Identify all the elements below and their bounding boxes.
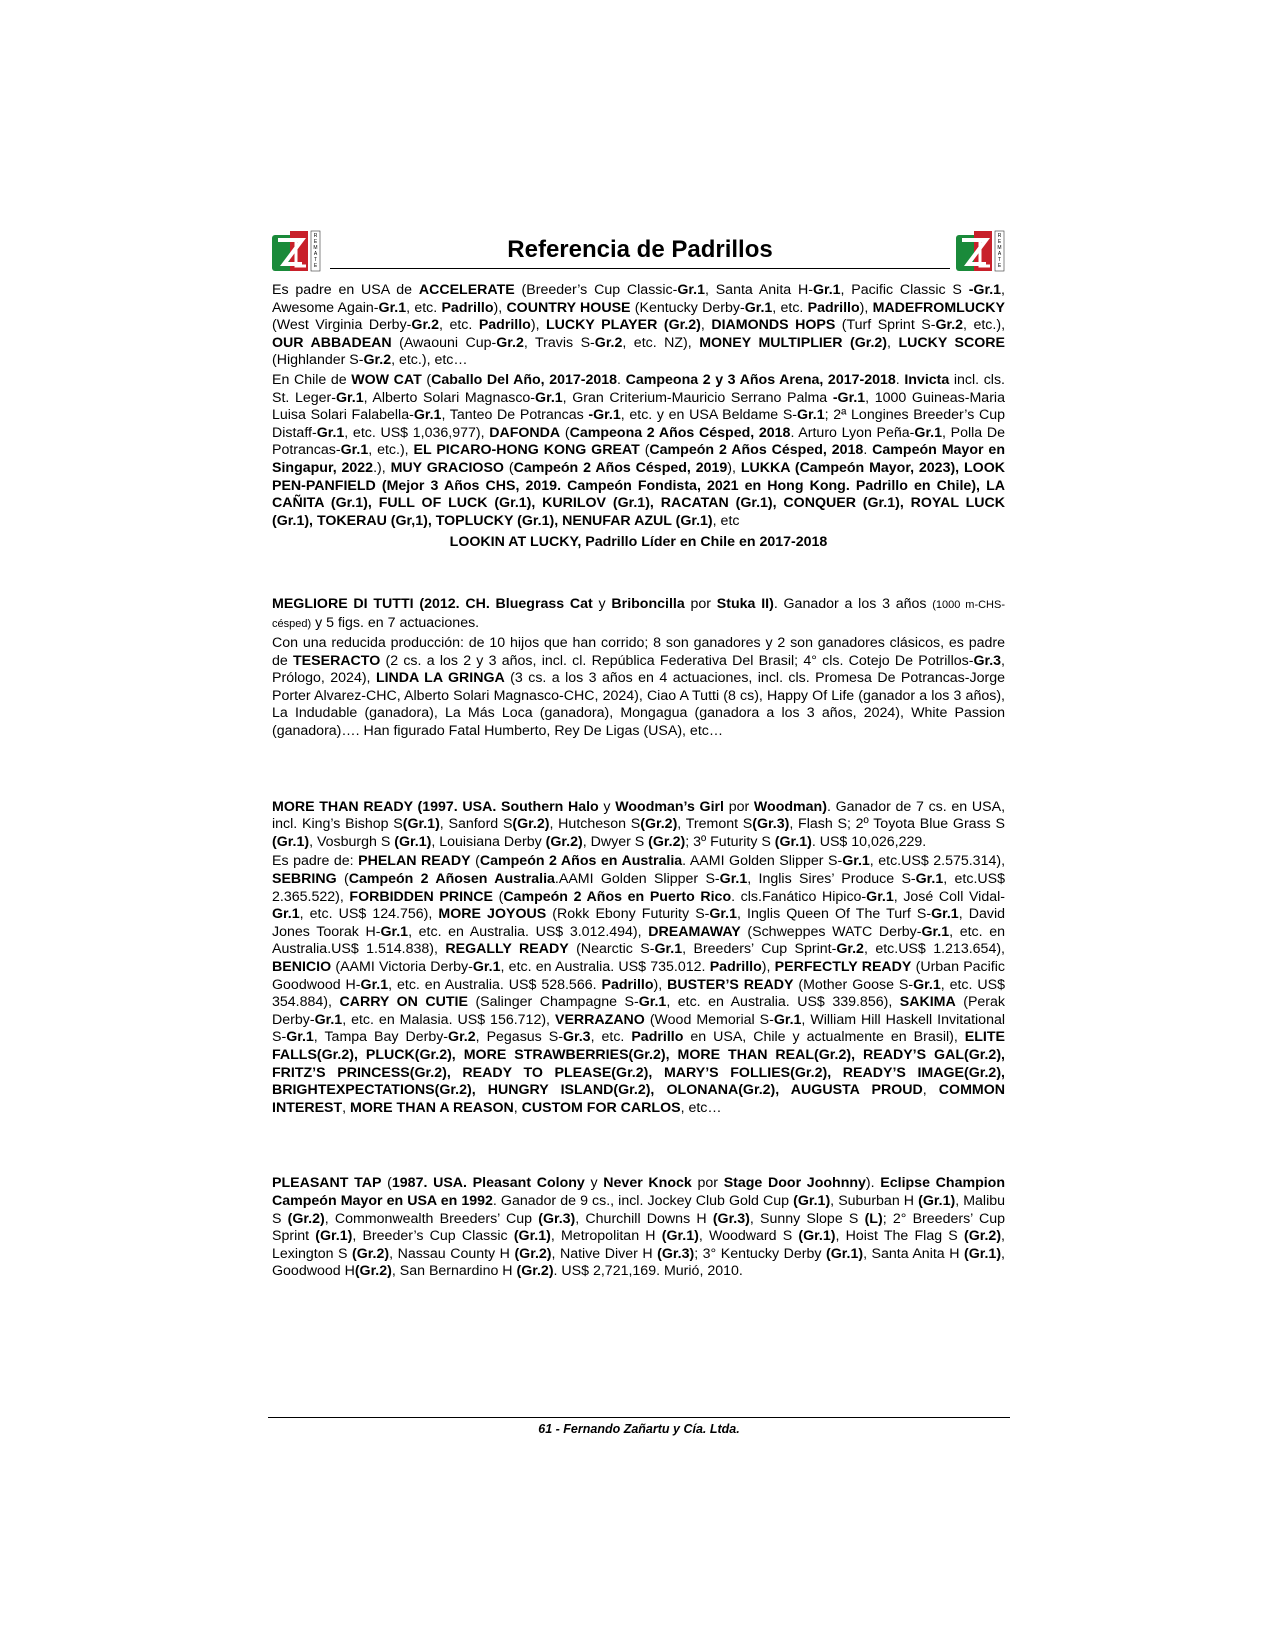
text-run: , Flash S; 2º Toyota Blue Grass S bbox=[789, 816, 1005, 833]
svg-text:R: R bbox=[997, 233, 1002, 239]
bold-text-run: Padrillo bbox=[807, 299, 860, 316]
text-run: . cls.Fanático Hipico- bbox=[731, 888, 867, 905]
bold-text-run: Gr.1 bbox=[812, 282, 841, 298]
bold-text-run: -Gr.1 bbox=[832, 389, 866, 406]
text-run: .AAMI Golden Slipper S- bbox=[554, 871, 720, 888]
text-run: , bbox=[513, 1099, 522, 1116]
text-run: , Malibu S bbox=[272, 1192, 1005, 1227]
text-run: (Kentucky Derby- bbox=[630, 299, 745, 316]
text-run: (1000 m-CHS-césped) bbox=[272, 598, 1005, 630]
bold-text-run: Campeón 2 Años Césped, 2018 bbox=[649, 442, 864, 459]
text-run: , etc. US$ 1,036,977), bbox=[344, 424, 490, 441]
text-run: Es padre de: bbox=[272, 853, 359, 870]
page-footer: 61 - Fernando Zañartu y Cía. Ltda. bbox=[538, 1422, 740, 1436]
bold-text-run: Gr.2 bbox=[935, 317, 964, 334]
bold-text-run: (L) bbox=[864, 1210, 883, 1227]
text-run: , William Hill Haskell Invitational S- bbox=[272, 1011, 1005, 1046]
text-run: . Ganador de 9 cs., incl. Jockey Club Gold Cup bbox=[492, 1192, 794, 1209]
text-run: En Chile de bbox=[272, 371, 352, 388]
bold-text-run: Campeón Mayor en Singapur, 2022 bbox=[272, 442, 1005, 476]
bold-text-run: (Gr.2) bbox=[648, 833, 686, 850]
bold-text-run: Gr.2 bbox=[594, 334, 623, 351]
text-run: , Pacific Classic S bbox=[840, 282, 969, 298]
bold-text-run: Briboncilla bbox=[611, 595, 685, 612]
bold-text-run: Stage Door Joohnny bbox=[723, 1175, 866, 1192]
text-run: Es padre en USA de bbox=[272, 282, 419, 298]
section-more-than-ready bbox=[272, 799, 1005, 1118]
text-run: por bbox=[724, 798, 754, 815]
text-run: , etc.US$ 2.575.314), bbox=[869, 853, 1006, 870]
text-run: , etc. US$ 124.756), bbox=[299, 906, 439, 923]
text-run: . bbox=[617, 371, 626, 388]
bold-text-run: Gr.1 bbox=[915, 871, 944, 888]
bold-text-run: 1987. USA. Pleasant Colony bbox=[391, 1175, 585, 1192]
bold-text-run: Gr.2 bbox=[411, 317, 440, 334]
text-run: , Goodwood H bbox=[272, 1245, 1005, 1280]
text-run: , etc. y en USA Beldame S- bbox=[620, 407, 798, 424]
text-run: , etc. bbox=[406, 299, 442, 316]
bold-text-run: Invicta bbox=[904, 371, 950, 388]
text-run: ). bbox=[865, 1175, 881, 1192]
text-run: , Native Diver H bbox=[551, 1245, 658, 1262]
bold-text-run: Gr.3 bbox=[562, 1029, 591, 1046]
bold-text-run: CARRY ON CUTIE bbox=[339, 994, 468, 1011]
page-content bbox=[272, 282, 1005, 1281]
footer-rule bbox=[268, 1417, 1010, 1418]
text-run: ), bbox=[653, 976, 668, 993]
svg-text:E: E bbox=[997, 239, 1002, 245]
text-run: , Hoist The Flag S bbox=[835, 1228, 964, 1245]
bold-text-run: EL PICARO-HONG KONG GREAT bbox=[413, 442, 640, 459]
bold-text-run: (Gr.1) bbox=[394, 833, 432, 850]
section-lookin-at-lucky bbox=[272, 282, 1005, 552]
text-run: , bbox=[700, 317, 712, 334]
bold-text-run: Gr.1 bbox=[340, 442, 369, 459]
text-run: , etc.US$ 1.213.654), bbox=[863, 941, 1005, 958]
bold-text-run: VERRAZANO bbox=[554, 1011, 645, 1028]
text-run: , Tanteo De Potrancas bbox=[441, 407, 589, 424]
bold-text-run: Stuka II) bbox=[716, 595, 774, 612]
bold-text-run: Gr.3 bbox=[973, 652, 1002, 669]
text-run: ( bbox=[421, 371, 432, 388]
bold-text-run: MUY GRACIOSO bbox=[390, 459, 504, 476]
svg-text:A: A bbox=[313, 251, 318, 257]
svg-text:R: R bbox=[313, 233, 318, 239]
text-run: . Ganador de 7 cs. en USA, incl. King’s Bishop S bbox=[272, 798, 1006, 833]
bold-text-run: (Gr.1) bbox=[774, 833, 812, 850]
bold-text-run: Padrillo bbox=[709, 959, 762, 975]
bold-text-run: Gr.1 bbox=[535, 389, 563, 406]
text-run: , Sunny Slope S bbox=[749, 1210, 865, 1227]
bold-text-run: MORE JOYOUS bbox=[438, 906, 547, 923]
text-run: ), bbox=[761, 959, 775, 975]
text-run: ; 2° Breeders’ Cup Sprint bbox=[272, 1210, 1006, 1245]
bold-text-run: (Gr.2) bbox=[516, 1263, 554, 1280]
bold-text-run: Padrillo bbox=[601, 976, 654, 993]
bold-text-run: (Gr.1) bbox=[402, 816, 440, 833]
text-run: ( bbox=[503, 459, 514, 476]
bold-text-run: Gr.1 bbox=[472, 959, 501, 975]
text-run: , Travis S- bbox=[523, 334, 595, 351]
bold-text-run: (Gr.1) bbox=[826, 1245, 864, 1262]
text-run: , Santa Anita H bbox=[863, 1245, 964, 1262]
bold-text-run: DREAMAWAY bbox=[648, 923, 741, 940]
text-run: , David Jones Toorak H- bbox=[272, 906, 1006, 940]
text-run: , Hutcheson S bbox=[549, 816, 641, 833]
bold-text-run: Gr.1 bbox=[773, 1011, 802, 1028]
bold-text-run: (Gr.2) bbox=[514, 1245, 552, 1262]
bold-text-run: Gr.2 bbox=[836, 941, 864, 958]
page-title: Referencia de Padrillos bbox=[507, 236, 773, 263]
bold-text-run: (Gr.2) bbox=[354, 1263, 392, 1280]
bold-text-run: Gr.1 bbox=[921, 923, 950, 940]
bold-text-run: TESERACTO bbox=[293, 652, 381, 669]
text-run: , Louisiana Derby bbox=[431, 833, 546, 850]
text-run: , San Bernardino H bbox=[391, 1263, 517, 1280]
text-run: , etc. en Australia. US$ 339.856), bbox=[666, 994, 900, 1011]
text-run: , etc.US$ 2.365.522), bbox=[272, 871, 1005, 905]
text-run: , etc. en Australia. US$ 735.012. bbox=[500, 959, 710, 975]
bold-text-run: COMMON INTEREST bbox=[272, 1082, 1005, 1116]
text-run: ( bbox=[470, 853, 480, 870]
text-run: , Polla De Potrancas- bbox=[272, 424, 1006, 459]
text-run: (AAMI Victoria Derby- bbox=[331, 959, 473, 975]
bold-text-run: (Gr.1) bbox=[272, 833, 310, 850]
svg-text:E: E bbox=[997, 263, 1002, 269]
bold-text-run: LINDA LA GRINGA bbox=[375, 670, 505, 687]
bold-text-run: REGALLY READY bbox=[445, 941, 569, 958]
paragraph bbox=[272, 372, 1005, 530]
text-run: (Perak Derby- bbox=[272, 994, 1006, 1028]
text-run: (West Virginia Derby- bbox=[272, 317, 412, 334]
zl-remates-logo-icon bbox=[954, 228, 1010, 274]
text-run: , Santa Anita H- bbox=[704, 282, 813, 298]
text-run: (Wood Memorial S- bbox=[644, 1011, 774, 1028]
text-run: . US$ 2,721,169. Murió, 2010. bbox=[553, 1263, 743, 1280]
bold-text-run: MADEFROMLUCKY bbox=[872, 299, 1005, 316]
bold-text-run: Gr.2 bbox=[496, 334, 524, 351]
bold-text-run: Gr.1 bbox=[378, 299, 407, 316]
bold-text-run: -Gr.1 bbox=[968, 282, 1002, 298]
bold-text-run: Gr.1 bbox=[380, 923, 409, 940]
bold-text-run: FORBIDDEN PRINCE bbox=[349, 888, 493, 905]
svg-text:T: T bbox=[997, 257, 1002, 263]
bold-text-run: (Gr.1) bbox=[513, 1228, 551, 1245]
bold-text-run: Gr.1 bbox=[914, 424, 943, 441]
paragraph bbox=[272, 596, 1005, 633]
bold-text-run: Gr.2 bbox=[448, 1029, 476, 1046]
text-run: , Churchill Downs H bbox=[575, 1210, 713, 1227]
bold-text-run: (Gr.1) bbox=[315, 1228, 353, 1245]
text-run: , etc. en Australia.US$ 1.514.838), bbox=[272, 923, 1006, 958]
text-run: , Vosburgh S bbox=[309, 833, 395, 850]
bold-text-run: Gr.1 bbox=[913, 976, 941, 993]
text-run: (Highlander S- bbox=[272, 352, 364, 369]
text-run: por bbox=[691, 1175, 724, 1192]
text-run: incl. cls. St. Leger- bbox=[272, 371, 1005, 406]
text-run: , etc. en Australia. US$ 528.566. bbox=[388, 976, 602, 993]
text-run: , Inglis Queen Of The Turf S- bbox=[737, 906, 932, 923]
text-run: , etc. NZ), bbox=[622, 334, 700, 351]
bold-text-run: Gr.1 bbox=[286, 1029, 314, 1046]
svg-text:A: A bbox=[997, 251, 1002, 257]
text-run: (Urban Pacific Goodwood H- bbox=[272, 959, 1005, 993]
text-run: , etc. en Australia. US$ 3.012.494), bbox=[408, 923, 649, 940]
bold-text-run: (Gr.2) bbox=[512, 816, 550, 833]
bold-text-run: (Gr.3) bbox=[538, 1210, 576, 1227]
bold-text-run: BUSTER’S READY bbox=[667, 976, 794, 993]
bold-text-run: Campeón 2 Años en Puerto Rico bbox=[503, 888, 732, 905]
bold-text-run: Gr.1 bbox=[797, 407, 825, 424]
bold-text-run: MORE THAN READY (1997. USA. Southern Halo bbox=[272, 798, 599, 815]
text-run: en USA, Chile y actualmente en Brasil), bbox=[683, 1029, 965, 1046]
text-run: . bbox=[863, 442, 873, 459]
text-run: (Breeder’s Cup Classic- bbox=[514, 282, 678, 298]
text-run: , Commonwealth Breeders’ Cup bbox=[324, 1210, 539, 1227]
bold-text-run: LUKKA (Campeón Mayor, 2023), LOOK PEN-PANFIELD (Mejor 3 Años CHS, 2019. Campeón Fondista, 2021 en Hong Kong. Padrillo en Chile), LA CAÑITA (Gr.1), FULL OF LUCK (Gr.1), KURILOV (Gr.1), RACATAN (Gr.1), CONQUER (Gr.1), ROYAL LUCK (Gr.1), TOKERAU (Gr,1), TOPLUCKY (Gr.1), NENUFAR AZUL (Gr.1) bbox=[272, 459, 1005, 529]
text-run: ; 3° Kentucky Derby bbox=[694, 1245, 826, 1262]
bold-text-run: Gr.1 bbox=[744, 299, 773, 316]
text-run: , etc. bbox=[590, 1029, 632, 1046]
text-run: , Breeders’ Cup Sprint- bbox=[682, 941, 837, 958]
text-run: (Awaouni Cup- bbox=[391, 334, 497, 351]
bold-text-run: Gr.1 bbox=[413, 407, 442, 424]
zl-remates-logo-icon bbox=[270, 228, 326, 274]
text-run: ( bbox=[639, 442, 650, 459]
bold-text-run: -Gr.1 bbox=[588, 407, 621, 424]
bold-text-run: Gr.1 bbox=[314, 1011, 343, 1028]
text-run: , bbox=[887, 334, 899, 351]
bold-text-run: PHELAN READY bbox=[358, 853, 471, 870]
text-run: , José Coll Vidal- bbox=[893, 888, 1005, 905]
bold-text-run: (Gr.2) bbox=[545, 833, 583, 850]
text-run: , Lexington S bbox=[272, 1228, 1005, 1262]
text-run: y bbox=[598, 798, 616, 815]
text-run: , etc.), etc… bbox=[391, 352, 468, 369]
text-run: (3 cs. a los 3 años en 4 actuaciones, incl. cls. Promesa De Potrancas-Jorge Porter Alvarez-CHC, Alberto Solari Magnasco-CHC, 2024), Ciao A Tutti (8 cs), Happy Of Life (ganador a los 3 años), La Indudable (ganadora), La Más Loca (ganadora), Mongagua (ganadora a los 3 años, 2024), White Passion (ganadora)…. Han figurado Fatal Humberto, Rey De Ligas (USA), etc… bbox=[272, 670, 1005, 740]
bold-text-run: Gr.1 bbox=[719, 871, 748, 888]
text-run: ( bbox=[492, 888, 504, 905]
text-run: , etc… bbox=[680, 1099, 722, 1116]
bold-text-run: COUNTRY HOUSE bbox=[506, 299, 631, 316]
text-run: ( bbox=[381, 1175, 392, 1192]
text-run: , etc. US$ 354.884), bbox=[272, 976, 1005, 1011]
text-run: . US$ 10,026,229. bbox=[811, 833, 927, 850]
bold-text-run: Gr.1 bbox=[360, 976, 389, 993]
text-run: , etc. en Malasia. US$ 156.712), bbox=[342, 1011, 555, 1028]
text-run: , Dwyer S bbox=[582, 833, 649, 850]
bold-text-run: Padrillo bbox=[441, 299, 494, 316]
text-run: , etc bbox=[712, 512, 740, 529]
bold-text-run: ACCELERATE bbox=[418, 282, 515, 298]
bold-text-run: (Gr.1) bbox=[798, 1228, 836, 1245]
bold-text-run: SAKIMA bbox=[899, 994, 956, 1011]
bold-text-run: SEBRING bbox=[272, 871, 337, 888]
paragraph bbox=[272, 799, 1005, 852]
bold-text-run: (Gr.1) bbox=[918, 1192, 956, 1209]
bold-text-run: OUR ABBADEAN bbox=[272, 334, 392, 351]
text-run: , Tremont S bbox=[677, 816, 753, 833]
paragraph bbox=[272, 282, 1005, 370]
bold-text-run: PLEASANT TAP bbox=[272, 1175, 382, 1192]
bold-text-run: Campeón 2 Años en Australia bbox=[479, 853, 683, 870]
bold-text-run: (Gr.3) bbox=[712, 1210, 750, 1227]
bold-text-run: Gr.1 bbox=[316, 424, 345, 441]
bold-text-run: Campeón 2 Años Césped, 2019 bbox=[513, 459, 728, 476]
bold-text-run: ELITE FALLS(Gr.2), PLUCK(Gr.2), MORE STRAWBERRIES(Gr.2), MORE THAN REAL(Gr.2), READY’S GAL(Gr.2), FRITZ’S PRINCESS(Gr.2), READY TO PLEASE(Gr.2), MARY’S FOLLIES(Gr.2), READY’S IMAGE(Gr.2), BRIGHTEXPECTATIONS(Gr.2), HUNGRY ISLAND(Gr.2), OLONANA(Gr.2), AUGUSTA PROUD bbox=[272, 1029, 1005, 1099]
text-run: ), bbox=[859, 299, 873, 316]
text-run: (Mother Goose S- bbox=[793, 976, 914, 993]
text-run: (Salinger Champagne S- bbox=[467, 994, 639, 1011]
text-run: y bbox=[592, 595, 612, 612]
bold-text-run: MONEY MULTIPLIER (Gr.2) bbox=[699, 334, 888, 351]
text-run: , Pegasus S- bbox=[475, 1029, 563, 1046]
svg-text:E: E bbox=[313, 239, 318, 245]
text-run: . Arturo Lyon Peña- bbox=[790, 424, 915, 441]
text-run: , Suburban H bbox=[830, 1192, 919, 1209]
text-run: , etc. bbox=[772, 299, 808, 316]
paragraph bbox=[272, 853, 1005, 1117]
bold-text-run: Gr.1 bbox=[335, 389, 364, 406]
bold-text-run: (Gr.3) bbox=[657, 1245, 695, 1262]
text-run: , Gran Criterium-Mauricio Serrano Palma bbox=[562, 389, 833, 406]
bold-text-run: Campeona 2 Años Césped, 2018 bbox=[569, 424, 791, 441]
bold-text-run: (Gr.1) bbox=[963, 1245, 1002, 1262]
svg-text:M: M bbox=[997, 245, 1002, 251]
bold-text-run: Campeona 2 y 3 Años Arena, 2017-2018 bbox=[625, 371, 896, 388]
text-run: , bbox=[922, 1082, 939, 1099]
svg-text:E: E bbox=[313, 263, 318, 269]
text-run: . Ganador a los 3 años bbox=[773, 595, 933, 612]
text-run: (Schweppes WATC Derby- bbox=[740, 923, 922, 940]
text-run: , Breeder’s Cup Classic bbox=[352, 1228, 514, 1245]
text-run: ; 3º Futurity S bbox=[685, 833, 775, 850]
paragraph bbox=[272, 1175, 1005, 1281]
text-run: (2 cs. a los 2 y 3 años, incl. cl. República Federativa Del Brasil; 4° cls. Cotejo De Potrillos- bbox=[380, 652, 974, 669]
bold-text-run: Gr.2 bbox=[363, 352, 392, 369]
section-pleasant-tap bbox=[272, 1175, 1005, 1281]
text-run: , Sanford S bbox=[439, 816, 513, 833]
text-run: , Nassau County H bbox=[389, 1245, 515, 1262]
bold-text-run: PERFECTLY READY bbox=[774, 959, 912, 975]
text-run: , bbox=[342, 1099, 351, 1116]
bold-text-run: (Gr.1) bbox=[661, 1228, 699, 1245]
text-run: . bbox=[895, 371, 905, 388]
text-run: . AAMI Golden Slipper S- bbox=[682, 853, 843, 870]
text-run: ), bbox=[493, 299, 507, 316]
page-header bbox=[270, 228, 1010, 276]
text-run: , Metropolitan H bbox=[550, 1228, 662, 1245]
text-run: , etc.), bbox=[963, 317, 1006, 334]
bold-text-run: Padrillo bbox=[631, 1029, 684, 1046]
bold-text-run: Gr.1 bbox=[638, 994, 667, 1011]
text-run: , etc. bbox=[439, 317, 479, 334]
text-run: ( bbox=[560, 424, 570, 441]
bold-text-run: Woodman’s Girl bbox=[615, 798, 724, 815]
bold-text-run: Gr.1 bbox=[866, 888, 894, 905]
bold-text-run: (Gr.2) bbox=[352, 1245, 390, 1262]
bold-text-run: (Gr.1) bbox=[793, 1192, 831, 1209]
bold-text-run: DIAMONDS HOPS bbox=[711, 317, 836, 334]
bold-text-run: WOW CAT bbox=[351, 371, 422, 388]
text-run: , 1000 Guineas-Maria Luisa Solari Falabella- bbox=[272, 389, 1005, 424]
text-run: , Alberto Solari Magnasco- bbox=[363, 389, 536, 406]
bold-text-run: (Gr.2) bbox=[287, 1210, 325, 1227]
bold-text-run: (Gr.2) bbox=[640, 816, 678, 833]
bold-text-run: Eclipse Champion Campeón Mayor en USA en 1992 bbox=[272, 1175, 1006, 1209]
bold-text-run: Gr.1 bbox=[654, 941, 683, 958]
text-run: (Nearctic S- bbox=[568, 941, 655, 958]
section-megliore-di-tutti bbox=[272, 596, 1005, 741]
svg-text:T: T bbox=[313, 257, 318, 263]
bold-text-run: LUCKY PLAYER (Gr.2) bbox=[546, 317, 701, 334]
text-run: ), bbox=[727, 459, 741, 476]
bold-text-run: LUCKY SCORE bbox=[898, 334, 1006, 351]
text-run: (Turf Sprint S- bbox=[835, 317, 936, 334]
bold-text-run: MEGLIORE DI TUTTI (2012. CH. Bluegrass Cat bbox=[272, 595, 593, 612]
bold-text-run: (Gr.3) bbox=[752, 816, 790, 833]
text-run: , Woodward S bbox=[698, 1228, 799, 1245]
bold-text-run: Gr.1 bbox=[842, 853, 870, 870]
svg-text:M: M bbox=[313, 245, 318, 251]
text-run: , Prólogo, 2024), bbox=[272, 652, 1005, 687]
text-run: ), bbox=[530, 317, 547, 334]
text-run: , Awesome Again- bbox=[272, 282, 1005, 316]
bold-text-run: DAFONDA bbox=[489, 424, 561, 441]
text-run: .), bbox=[373, 459, 391, 476]
text-run: , Tampa Bay Derby- bbox=[313, 1029, 449, 1046]
bold-text-run: (Gr.2) bbox=[963, 1228, 1002, 1245]
bold-text-run: Padrillo bbox=[478, 317, 531, 334]
leader-sire-line: LOOKIN AT LUCKY, Padrillo Líder en Chile en 2017-2018 bbox=[449, 534, 828, 551]
text-run: y 5 figs. en 7 actuaciones. bbox=[311, 614, 480, 631]
bold-text-run: Never Knock bbox=[603, 1175, 692, 1192]
text-run: Con una reducida producción: de 10 hijos que han corrido; 8 son ganadores y 2 son ganadores clásicos, es padre de bbox=[272, 635, 1005, 669]
text-run: ; 2ª Longines Breeder’s Cup Distaff- bbox=[272, 407, 1005, 441]
bold-text-run: MORE THAN A REASON bbox=[350, 1099, 514, 1116]
header-rule bbox=[330, 268, 950, 269]
text-run: ( bbox=[336, 871, 349, 888]
bold-text-run: Woodman) bbox=[753, 798, 827, 815]
bold-text-run: Campeón 2 Añosen Australia bbox=[348, 871, 555, 888]
bold-text-run: Caballo Del Año, 2017-2018 bbox=[431, 371, 618, 388]
bold-text-run: BENICIO bbox=[272, 959, 332, 975]
paragraph bbox=[272, 635, 1005, 741]
text-run: y bbox=[584, 1175, 604, 1192]
bold-text-run: Gr.1 bbox=[677, 282, 705, 298]
bold-text-run: Gr.1 bbox=[709, 906, 737, 923]
text-run: por bbox=[684, 595, 717, 612]
text-run: , Inglis Sires’ Produce S- bbox=[747, 871, 916, 888]
text-run: (Rokk Ebony Futurity S- bbox=[546, 906, 710, 923]
text-run: , etc.), bbox=[368, 442, 414, 459]
bold-text-run: Gr.1 bbox=[931, 906, 959, 923]
bold-text-run: CUSTOM FOR CARLOS bbox=[521, 1099, 681, 1116]
bold-text-run: Gr.1 bbox=[272, 906, 300, 923]
